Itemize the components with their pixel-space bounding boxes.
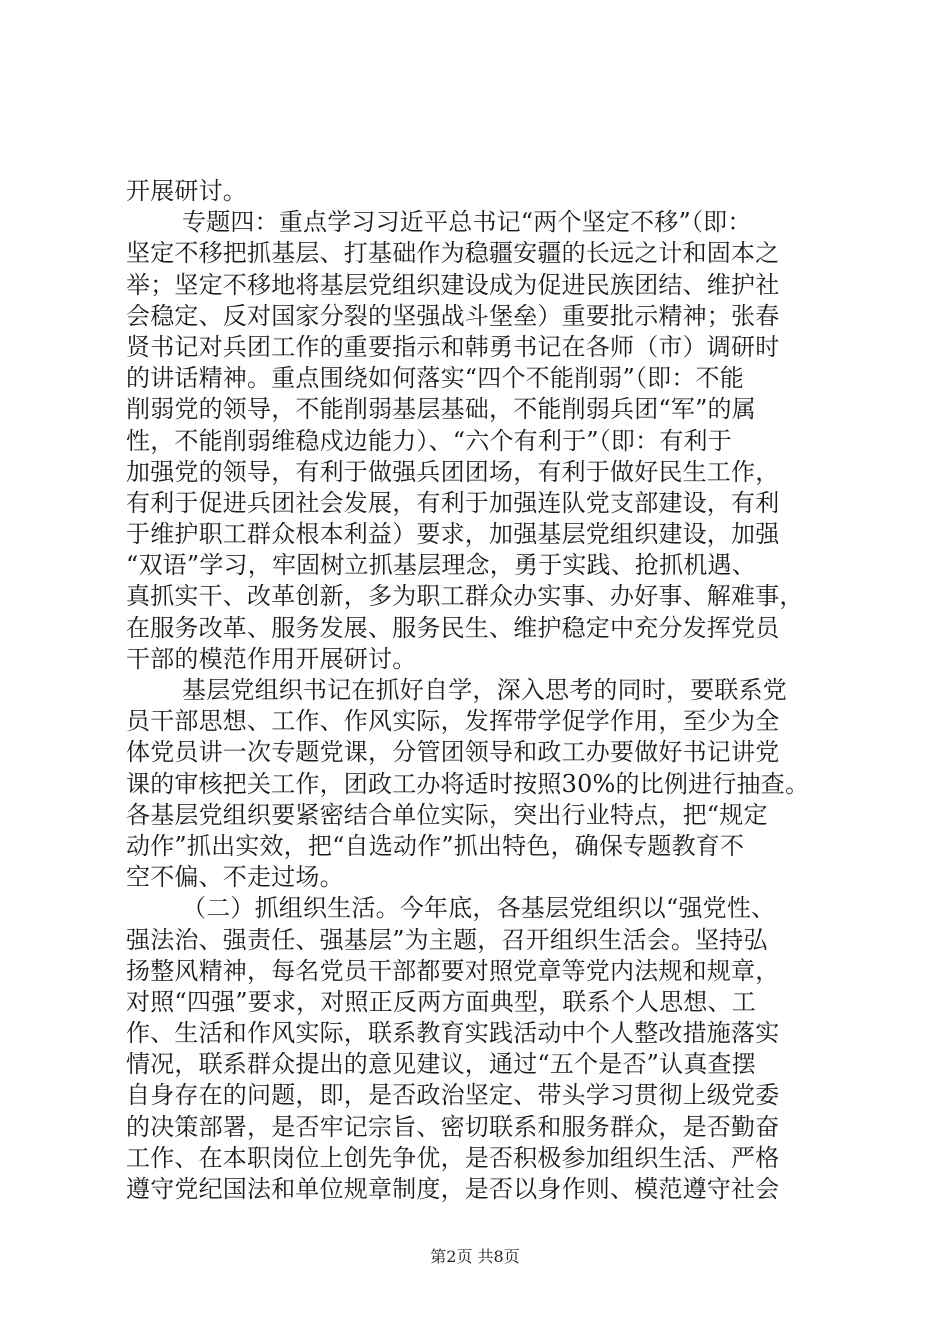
text-line: 作、生活和作风实际，联系教育实践活动中个人整改措施落实 bbox=[126, 1019, 780, 1048]
text-line: 有利于促进兵团社会发展，有利于加强连队党支部建设，有利 bbox=[126, 488, 780, 517]
text-line: 自身存在的问题，即，是否政治坚定、带头学习贯彻上级党委 bbox=[126, 1081, 780, 1110]
text-line: 专题四：重点学习习近平总书记“两个坚定不移”（即： bbox=[182, 208, 752, 237]
text-line: 遵守党纪国法和单位规章制度，是否以身作则、模范遵守社会 bbox=[126, 1175, 780, 1203]
text-line: 削弱党的领导，不能削弱基层基础，不能削弱兵团“军”的属 bbox=[126, 395, 756, 424]
text-line: 开展研讨。 bbox=[126, 177, 247, 205]
text-line: 举；坚定不移地将基层党组织建设成为促进民族团结、维护社 bbox=[126, 270, 780, 299]
text-line: 情况，联系群众提出的意见建议，通过“五个是否”认真查摆 bbox=[126, 1050, 756, 1079]
text-line: 于维护职工群众根本利益）要求，加强基层党组织建设，加强 bbox=[126, 520, 780, 549]
text-line: 在服务改革、服务发展、服务民生、维护稳定中充分发挥党员 bbox=[126, 613, 780, 642]
text-line: （二）抓组织生活。今年底，各基层党组织以“强党性、 bbox=[182, 894, 776, 923]
text-line: 基层党组织书记在抓好自学，深入思考的同时，要联系党 bbox=[182, 676, 787, 704]
text-line: 对照“四强”要求，对照正反两方面典型，联系个人思想、工 bbox=[126, 987, 756, 1016]
text-line: 体党员讲一次专题党课，分管团领导和政工办要做好书记讲党 bbox=[126, 738, 780, 767]
text-line: 干部的模范作用开展研讨。 bbox=[126, 644, 417, 673]
text-line: 加强党的领导，有利于做强兵团团场，有利于做好民生工作， bbox=[126, 457, 780, 486]
text-line: 扬整风精神，每名党员干部都要对照党章等党内法规和规章， bbox=[126, 956, 780, 985]
text-line: 员干部思想、工作、作风实际，发挥带学促学作用，至少为全 bbox=[126, 707, 780, 736]
text-line: 的讲话精神。重点围绕如何落实“四个不能削弱”（即：不能 bbox=[126, 364, 744, 393]
text-line: 空不偏、不走过场。 bbox=[126, 863, 344, 892]
text-line: 的决策部署，是否牢记宗旨、密切联系和服务群众，是否勤奋 bbox=[126, 1112, 780, 1141]
text-line: 课的审核把关工作，团政工办将适时按照30%的比例进行抽查。 bbox=[126, 769, 810, 798]
text-line: “双语”学习，牢固树立抓基层理念，勇于实践、抢抓机遇、 bbox=[126, 551, 756, 580]
text-line: 真抓实干、改革创新，多为职工群众办实事、办好事、解难事， bbox=[126, 582, 804, 611]
text-line: 性，不能削弱维稳戍边能力）、“六个有利于”（即：有利于 bbox=[126, 426, 732, 455]
text-line: 贤书记对兵团工作的重要指示和韩勇书记在各师（市）调研时 bbox=[126, 332, 780, 361]
text-line: 动作”抓出实效，把“自选动作”抓出特色，确保专题教育不 bbox=[126, 831, 745, 860]
text-line: 各基层党组织要紧密结合单位实际，突出行业特点，把“规定 bbox=[126, 800, 768, 829]
document-body bbox=[126, 176, 834, 1205]
page-footer: 第2页 共8页 bbox=[430, 1247, 520, 1266]
text-line: 会稳定、反对国家分裂的坚强战斗堡垒）重要批示精神；张春 bbox=[126, 301, 780, 330]
text-line: 坚定不移把抓基层、打基础作为稳疆安疆的长远之计和固本之 bbox=[126, 239, 780, 268]
text-line: 强法治、强责任、强基层”为主题，召开组织生活会。坚持弘 bbox=[126, 925, 768, 954]
text-line: 工作、在本职岗位上创先争优，是否积极参加组织生活、严格 bbox=[126, 1143, 780, 1172]
